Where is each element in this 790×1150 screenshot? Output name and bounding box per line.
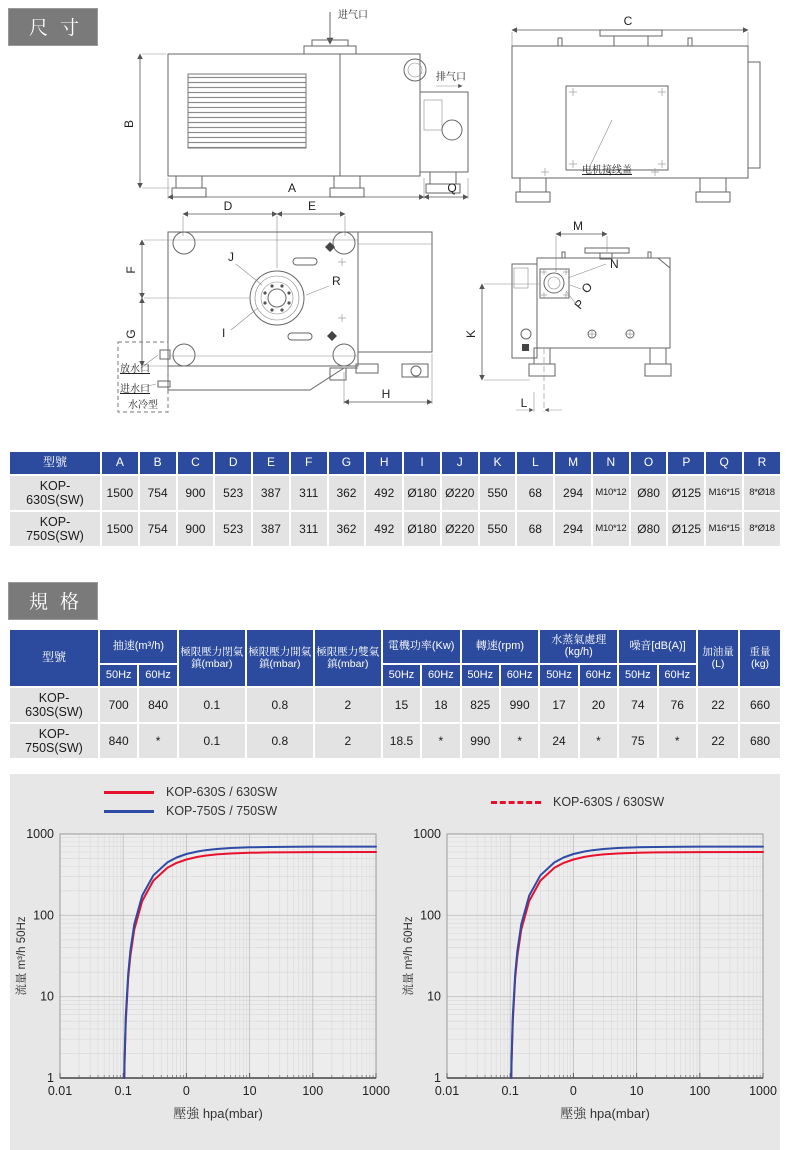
value-cell: 550 (480, 476, 516, 510)
value-cell: 840 (100, 724, 137, 758)
value-cell: 680 (740, 724, 780, 758)
legend-line-swatch (104, 810, 154, 813)
spec-col-ult-double: 極限壓力雙氣鎮(mbar) (315, 630, 381, 686)
value-cell: * (139, 724, 176, 758)
value-cell: 840 (139, 688, 176, 722)
legend-label: KOP-750S / 750SW (166, 804, 278, 819)
dim-F: F (124, 266, 138, 274)
dim-col-H: H (366, 452, 402, 474)
value-cell: 311 (291, 512, 327, 546)
x-tick-label: 0 (569, 1083, 577, 1098)
value-cell: 294 (555, 512, 591, 546)
x-tick-label: 0 (182, 1083, 190, 1098)
dim-col-K: K (480, 452, 516, 474)
value-cell: Ø180 (404, 512, 440, 546)
dim-K: K (464, 329, 478, 339)
y-tick-label: 1000 (26, 826, 54, 841)
value-cell: 492 (366, 476, 402, 510)
value-cell: 990 (462, 724, 499, 758)
dim-col-C: C (178, 452, 214, 474)
value-cell: 990 (501, 688, 538, 722)
table-row (10, 512, 780, 546)
dim-col-B: B (140, 452, 176, 474)
value-cell: 68 (517, 476, 553, 510)
value-cell: Ø220 (442, 512, 478, 546)
table-row (10, 724, 780, 758)
hz50-header: 50Hz (540, 665, 577, 686)
dimension-table (8, 450, 782, 548)
value-cell: 900 (178, 512, 214, 546)
value-cell: 8*Ø18 (744, 476, 780, 510)
dim-col-R: R (744, 452, 780, 474)
value-cell: M16*15 (706, 476, 742, 510)
value-cell: 18 (422, 688, 459, 722)
value-cell: 492 (366, 512, 402, 546)
dim-col-F: F (291, 452, 327, 474)
value-cell: 20 (580, 688, 617, 722)
dim-col-P: P (668, 452, 704, 474)
hz60-header: 60Hz (139, 665, 176, 686)
dim-col-N: N (593, 452, 629, 474)
chart-60hz (397, 778, 780, 1150)
legend-item (491, 793, 780, 812)
value-cell: 74 (619, 688, 656, 722)
legend-line-swatch (491, 801, 541, 804)
table-row (10, 688, 780, 722)
dim-C: C (623, 14, 633, 28)
value-cell: 0.8 (247, 724, 313, 758)
value-cell: Ø80 (631, 512, 667, 546)
section-title-dimensions: 尺寸 (8, 8, 98, 46)
value-cell: 0.8 (247, 688, 313, 722)
value-cell: 523 (215, 476, 251, 510)
chart-50hz-legend (10, 778, 393, 822)
dim-col-I: I (404, 452, 440, 474)
value-cell: 0.1 (179, 724, 245, 758)
value-cell: 76 (659, 688, 696, 722)
y-tick-label: 1 (47, 1070, 54, 1085)
y-tick-label: 10 (40, 989, 54, 1004)
dim-D: D (223, 199, 233, 213)
dim-O: O (578, 279, 596, 296)
value-cell: M10*12 (593, 512, 629, 546)
x-tick-label: 0.01 (47, 1083, 73, 1098)
dim-col-D: D (215, 452, 251, 474)
dimension-drawings (0, 0, 790, 450)
dim-col-O: O (631, 452, 667, 474)
value-cell: 754 (140, 476, 176, 510)
drain-port-label: 放水口 (120, 364, 150, 375)
dim-B: B (122, 119, 136, 129)
dim-A: A (287, 181, 297, 195)
dim-P: P (571, 296, 588, 312)
value-cell: Ø180 (404, 476, 440, 510)
value-cell: Ø220 (442, 476, 478, 510)
dim-J: J (228, 250, 234, 264)
spec-col-pumping-speed: 抽速(m³/h) (100, 630, 177, 663)
dim-col-E: E (253, 452, 289, 474)
dim-G: G (124, 329, 138, 339)
rear-view-drawing (512, 14, 760, 202)
spec-col-ult-open: 極限壓力開氣鎮(mbar) (247, 630, 313, 686)
legend-label: KOP-630S / 630SW (166, 785, 278, 800)
spec-header-row1 (10, 630, 780, 663)
value-cell: 387 (253, 512, 289, 546)
side-view-drawing (464, 219, 671, 412)
value-cell: 550 (480, 512, 516, 546)
x-axis-title: 壓強 hpa(mbar) (560, 1105, 650, 1121)
value-cell: 17 (540, 688, 577, 722)
spec-table (8, 628, 782, 760)
value-cell: M16*15 (706, 512, 742, 546)
plot-area (60, 834, 376, 1078)
spec-header-row2 (10, 665, 780, 686)
dim-col-Q: Q (706, 452, 742, 474)
y-axis-title: 流量 m³/h 60Hz (403, 916, 415, 996)
dim-L: L (520, 396, 528, 410)
spec-col-weight: 重量(kg) (740, 630, 780, 686)
hz60-header: 60Hz (501, 665, 538, 686)
performance-charts-panel (10, 774, 780, 1150)
chart-60hz-legend (397, 778, 780, 822)
hz60-header: 60Hz (580, 665, 617, 686)
value-cell: 523 (215, 512, 251, 546)
dim-I: I (222, 326, 226, 340)
model-cell: KOP-750S(SW) (10, 724, 98, 758)
value-cell: 387 (253, 476, 289, 510)
value-cell: 18.5 (383, 724, 420, 758)
spec-col-motor-power: 電機功率(Kw) (383, 630, 460, 663)
chart-50hz (10, 778, 393, 1150)
value-cell: 660 (740, 688, 780, 722)
x-axis-title: 壓強 hpa(mbar) (173, 1105, 263, 1121)
value-cell: 2 (315, 724, 381, 758)
technical-drawings-svg (0, 0, 790, 450)
plot-area (447, 834, 763, 1078)
table-row (10, 476, 780, 510)
motor-terminal-cover-label: 电机接线盖 (582, 165, 632, 176)
legend-line-swatch (104, 791, 154, 794)
front-view-drawing (122, 8, 468, 199)
value-cell: 362 (329, 512, 365, 546)
hz60-header: 60Hz (422, 665, 459, 686)
dim-col-M: M (555, 452, 591, 474)
value-cell: 0.1 (179, 688, 245, 722)
exhaust-port-label: 排气口 (436, 72, 466, 83)
value-cell: * (580, 724, 617, 758)
legend-item (104, 802, 393, 821)
legend-item (104, 783, 393, 802)
value-cell: 311 (291, 476, 327, 510)
spec-col-noise: 噪音[dB(A)] (619, 630, 696, 663)
value-cell: 24 (540, 724, 577, 758)
dim-E: E (307, 199, 317, 213)
spec-col-ult-closed: 極限壓力閉氣鎮(mbar) (179, 630, 245, 686)
value-cell: 15 (383, 688, 420, 722)
x-tick-label: 10 (629, 1083, 644, 1098)
dim-H: H (381, 387, 391, 401)
dim-col-G: G (329, 452, 365, 474)
spec-col-oil: 加油量(L) (698, 630, 738, 686)
model-cell: KOP-630S(SW) (10, 476, 100, 510)
value-cell: 22 (698, 688, 738, 722)
value-cell: 700 (100, 688, 137, 722)
dim-Q: Q (447, 181, 457, 195)
hz50-header: 50Hz (383, 665, 420, 686)
value-cell: Ø80 (631, 476, 667, 510)
y-axis-title: 流量 m³/h 50Hz (16, 916, 28, 996)
dim-M: M (573, 219, 583, 233)
model-cell: KOP-750S(SW) (10, 512, 100, 546)
x-tick-label: 100 (302, 1083, 324, 1098)
value-cell: 8*Ø18 (744, 512, 780, 546)
spec-col-rotation-speed: 轉速(rpm) (462, 630, 539, 663)
dim-R: R (332, 274, 341, 288)
dimension-table-header (10, 452, 780, 474)
section-title-specs: 規格 (8, 582, 98, 620)
dim-col-model: 型號 (10, 452, 100, 474)
hz50-header: 50Hz (100, 665, 137, 686)
water-cooled-type-label: 水冷型 (128, 400, 158, 411)
model-cell: KOP-630S(SW) (10, 688, 98, 722)
y-tick-label: 1 (434, 1070, 441, 1085)
y-tick-label: 100 (420, 908, 441, 923)
hz60-header: 60Hz (659, 665, 696, 686)
value-cell: 1500 (102, 512, 138, 546)
value-cell: 1500 (102, 476, 138, 510)
spec-col-water-vapor: 水蒸氣處理(kg/h) (540, 630, 617, 663)
value-cell: 22 (698, 724, 738, 758)
x-tick-label: 0.1 (114, 1083, 132, 1098)
chart-60hz-plot (397, 822, 779, 1132)
value-cell: * (422, 724, 459, 758)
chart-50hz-plot (10, 822, 392, 1132)
y-tick-label: 100 (33, 908, 54, 923)
plan-view-drawing (118, 199, 432, 412)
value-cell: 68 (517, 512, 553, 546)
value-cell: 900 (178, 476, 214, 510)
value-cell: 362 (329, 476, 365, 510)
y-tick-label: 10 (427, 989, 441, 1004)
dim-col-J: J (442, 452, 478, 474)
value-cell: * (501, 724, 538, 758)
legend-label: KOP-630S / 630SW (553, 795, 665, 810)
value-cell: 2 (315, 688, 381, 722)
x-tick-label: 1000 (362, 1083, 390, 1098)
value-cell: * (659, 724, 696, 758)
inlet-port-label: 进气口 (338, 10, 368, 21)
value-cell: Ø125 (668, 476, 704, 510)
value-cell: 825 (462, 688, 499, 722)
x-tick-label: 0.1 (501, 1083, 519, 1098)
value-cell: 754 (140, 512, 176, 546)
value-cell: 75 (619, 724, 656, 758)
dim-col-A: A (102, 452, 138, 474)
water-inlet-label: 进水口 (120, 384, 150, 395)
x-tick-label: 1000 (749, 1083, 777, 1098)
x-tick-label: 100 (689, 1083, 711, 1098)
hz50-header: 50Hz (619, 665, 656, 686)
x-tick-label: 10 (242, 1083, 257, 1098)
value-cell: M10*12 (593, 476, 629, 510)
dim-col-L: L (517, 452, 553, 474)
x-tick-label: 0.01 (434, 1083, 460, 1098)
spec-col-model: 型號 (10, 630, 98, 686)
y-tick-label: 1000 (413, 826, 441, 841)
dim-N: N (610, 257, 619, 271)
hz50-header: 50Hz (462, 665, 499, 686)
value-cell: Ø125 (668, 512, 704, 546)
value-cell: 294 (555, 476, 591, 510)
